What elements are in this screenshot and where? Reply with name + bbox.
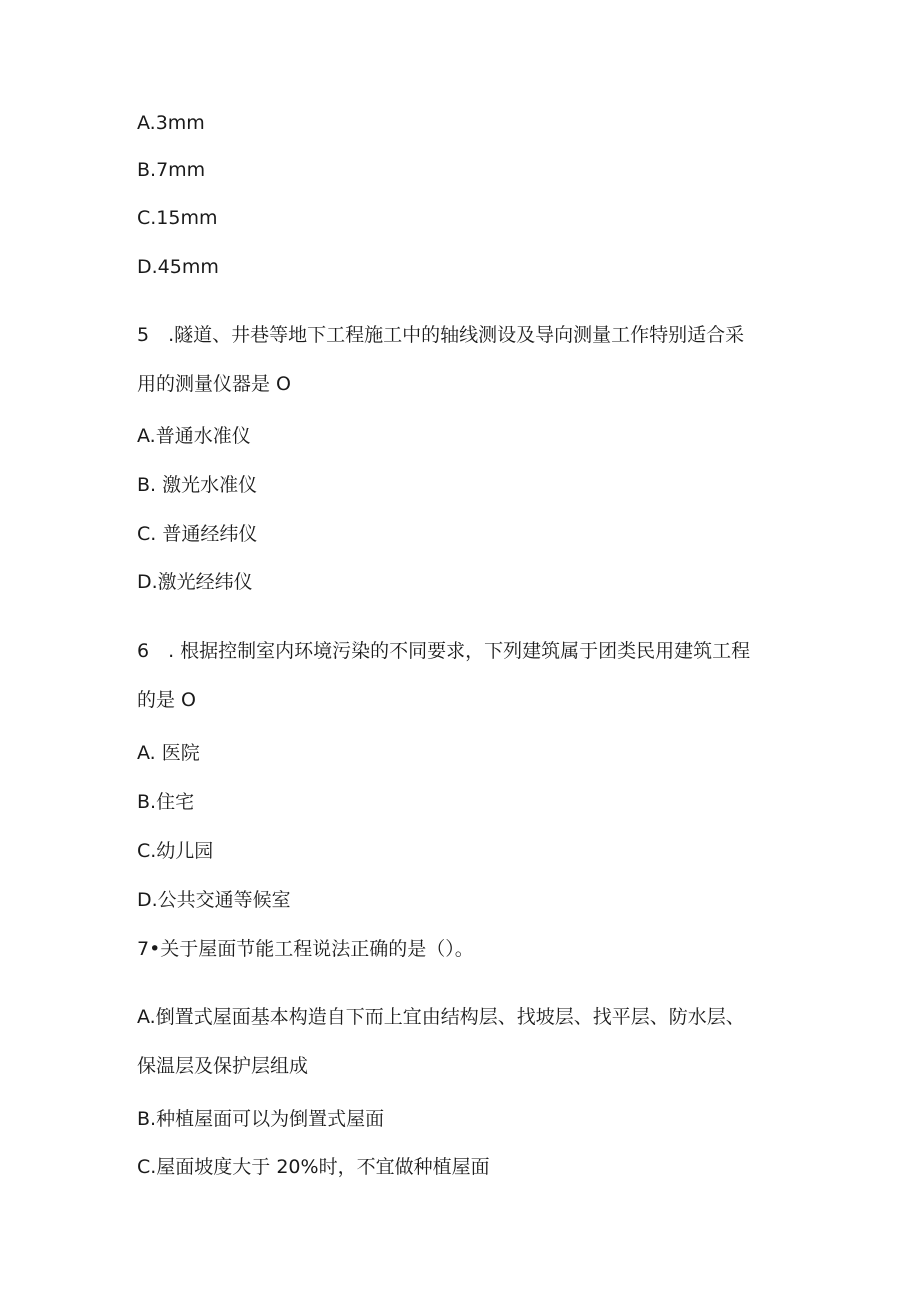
q6-question-line-1: 6 . 根据控制室内环境污染的不同要求，下列建筑属于团类民用建筑工程 — [137, 640, 751, 662]
q6-question-line-2: 的是 O — [137, 689, 196, 711]
q7-option-a-line-2: 保温层及保护层组成 — [137, 1055, 309, 1077]
q5-option-c: C. 普通经纬仪 — [137, 523, 258, 545]
q5-option-a: A.普通水准仪 — [137, 425, 251, 447]
q6-option-c: C.幼儿园 — [137, 840, 214, 862]
q5-question-line-1: 5 .隧道、井巷等地下工程施工中的轴线测设及导向测量工作特别适合采 — [137, 324, 745, 346]
q7-option-a-line-1: A.倒置式屋面基本构造自下而上宜由结构层、找坡层、找平层、防水层、 — [137, 1006, 745, 1028]
q4-option-c: C.15mm — [137, 207, 218, 229]
q6-option-d: D.公共交通等候室 — [137, 889, 291, 911]
q5-option-d: D.激光经纬仪 — [137, 571, 253, 593]
q7-option-c: C.屋面坡度大于 20%时，不宜做种植屋面 — [137, 1156, 490, 1178]
q6-option-b: B.住宅 — [137, 791, 195, 813]
q6-option-a: A. 医院 — [137, 742, 200, 764]
q5-question-line-2: 用的测量仪器是 O — [137, 373, 291, 395]
q4-option-d: D.45mm — [137, 256, 219, 278]
q7-question: 7•关于屋面节能工程说法正确的是（）。 — [137, 938, 474, 960]
q5-option-b: B. 激光水准仪 — [137, 474, 258, 496]
q4-option-a: A.3mm — [137, 112, 205, 134]
q7-option-b: B.种植屋面可以为倒置式屋面 — [137, 1108, 385, 1130]
q4-option-b: B.7mm — [137, 159, 206, 181]
